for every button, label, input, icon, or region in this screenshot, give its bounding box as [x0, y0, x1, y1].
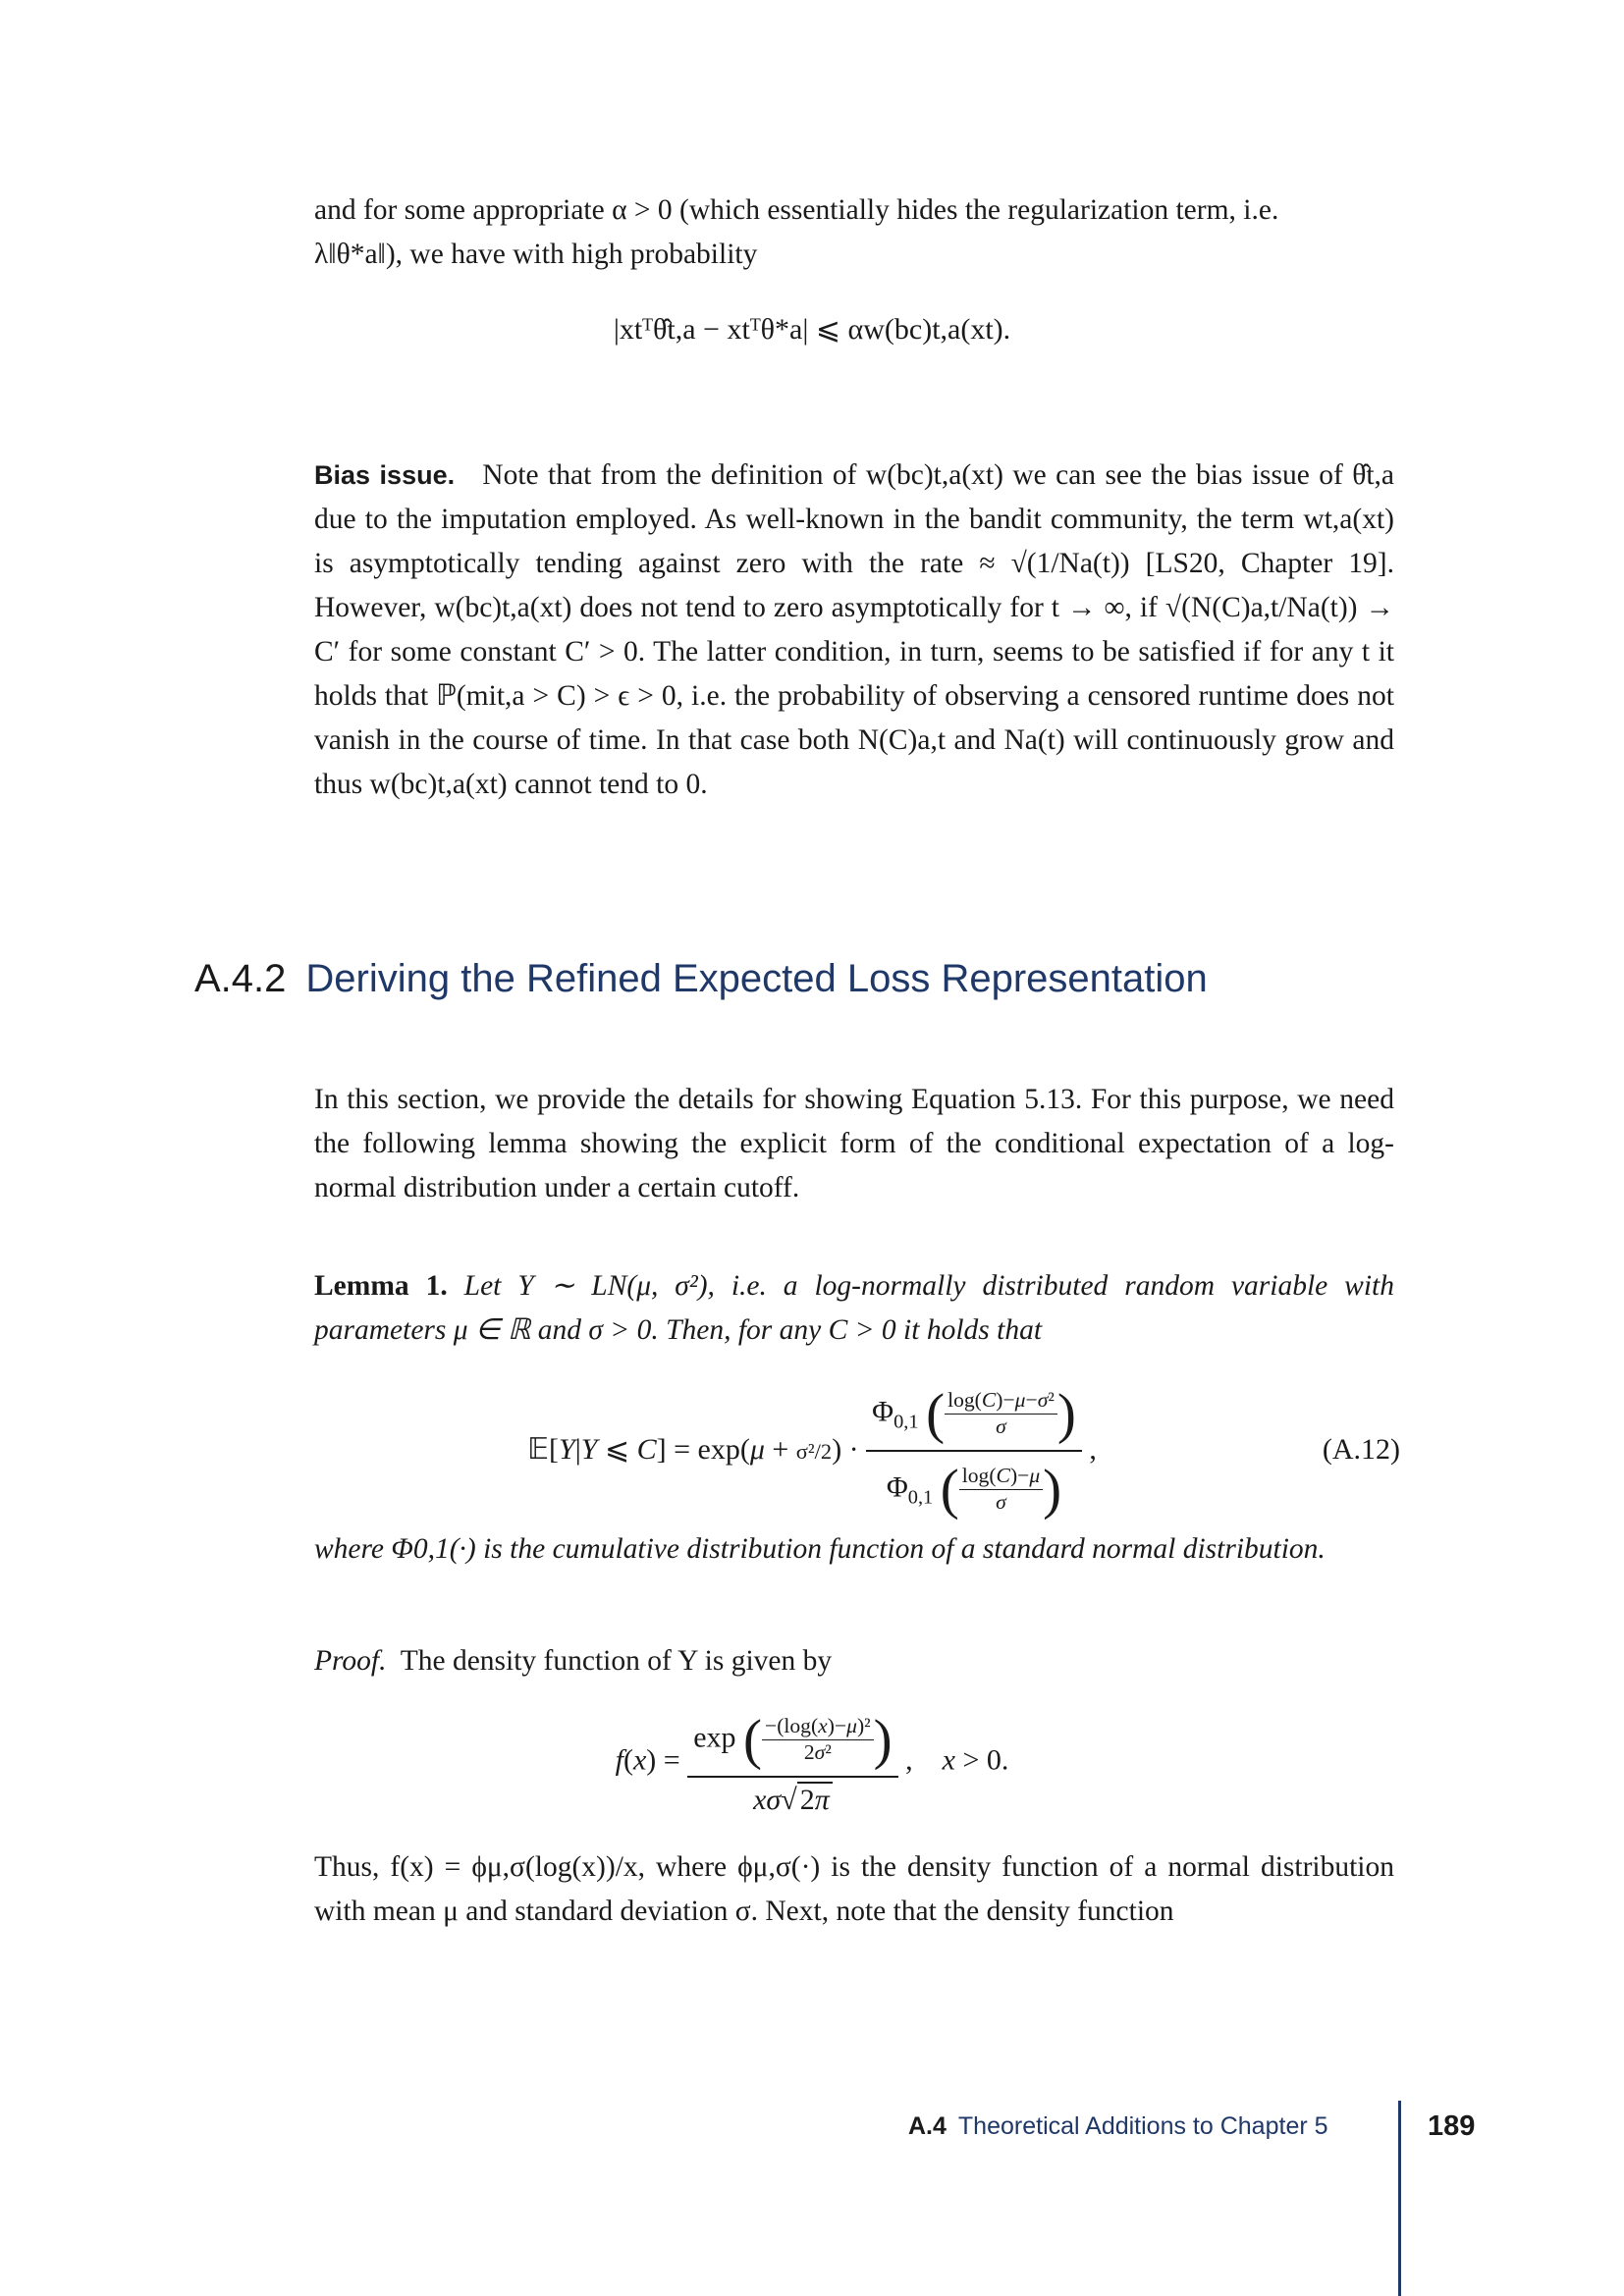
footer-divider	[1398, 2101, 1401, 2296]
paragraph-section-intro: In this section, we provide the details for showing Equation 5.13. For this purpose, we need the following lemma showing the explicit form of the conditional expectation of a log-normal distribution under a certain cutoff.	[314, 1084, 1394, 1203]
running-footer	[908, 2112, 1328, 2141]
lemma-label: Lemma 1.	[314, 1270, 448, 1302]
equation-number: (A.12)	[1322, 1433, 1400, 1466]
paragraph-where: where Φ0,1(·) is the cumulative distribution function of a standard normal distribution.	[314, 1533, 1326, 1565]
section-number: A.4.2	[194, 957, 287, 1000]
bias-heading: Bias issue.	[314, 460, 456, 490]
equation-density: f(x) = exp ( $\frac{\text{−(log(x)−μ)²}}{\text{2σ²}}$ ) xσ√ 2π , x > 0.	[615, 1709, 1009, 1816]
paragraph-intro-text: and for some appropriate α > 0 (which essentially hides the regularization term, i.e. λ‖θ*a‖), we have with high probability	[314, 194, 1279, 270]
footer-title: Theoretical Additions to Chapter 5	[957, 2112, 1328, 2140]
proof-text: The density function of Y is given by	[400, 1645, 833, 1677]
lemma-text: Let Y ∼ LN(μ, σ²), i.e. a log-normally distributed random variable with parameters μ ∈ ℝ and σ > 0. Then, for any C > 0 it holds that	[314, 1270, 1394, 1346]
page-number: 189	[1428, 2110, 1476, 2142]
paragraph-intro	[314, 188, 1394, 277]
equation-a12: 𝔼[Y|Y ⩽ C] = exp(μ + σ²/2) · $\Phi_{0,1}$ ( $\frac{\text{log(C)−μ−σ²}}{\sigma}$ ) $\Phi_{0,1}$ ( $\frac{\log(C)-\mu}{\sigma}$ ) ,	[527, 1383, 1097, 1521]
section-heading	[194, 957, 1208, 1001]
proof	[314, 1639, 1394, 1683]
paragraph-thus: Thus, f(x) = ϕμ,σ(log(x))/x, where ϕμ,σ(·) is the density function of a normal distribution with mean μ and standard deviation σ. Next, note that the density function	[314, 1851, 1394, 1927]
proof-label: Proof.	[314, 1645, 387, 1677]
lemma-1	[314, 1264, 1394, 1353]
bias-text: Note that from the definition of w(bc)t,a(xt) we can see the bias issue of θ̂t,a due to the imputation employed. As well-known in the bandit community, the term wt,a(xt) is asymptotically tending against zero with the rate ≈ √(1/Na(t)) [LS20, Chapter 19]. However, w(bc)t,a(xt) does not tend to zero asymptotically for t → ∞, if √(N(C)a,t/Na(t)) → C′ for some constant C′ > 0. The latter condition, in turn, seems to be satisfied if for any t it holds that ℙ(mit,a > C) > ϵ > 0, i.e. the probability of observing a censored runtime does not vanish in the course of time. In that case both N(C)a,t and Na(t) will continuously grow and thus w(bc)t,a(xt) cannot tend to 0.	[314, 459, 1395, 800]
footer-section: A.4	[908, 2112, 947, 2140]
equation-density-fraction: exp ( $\frac{\text{−(log(x)−μ)²}}{\text{2σ²}}$ ) xσ√ 2π	[687, 1708, 897, 1817]
paragraph-bias-issue	[314, 454, 1394, 807]
equation-confidence-bound: |xtᵀθ̂t,a − xtᵀθ*a| ⩽ αw(bc)t,a(xt).	[613, 313, 1011, 346]
equation-a12-fraction: $\Phi_{0,1}$ ( $\frac{\text{log(C)−μ−σ²}}{\sigma}$ ) $\Phi_{0,1}$ ( $\frac{\log(C)-\mu}{\sigma}$ )	[866, 1382, 1082, 1522]
section-title: Deriving the Refined Expected Loss Representation	[305, 957, 1208, 1000]
